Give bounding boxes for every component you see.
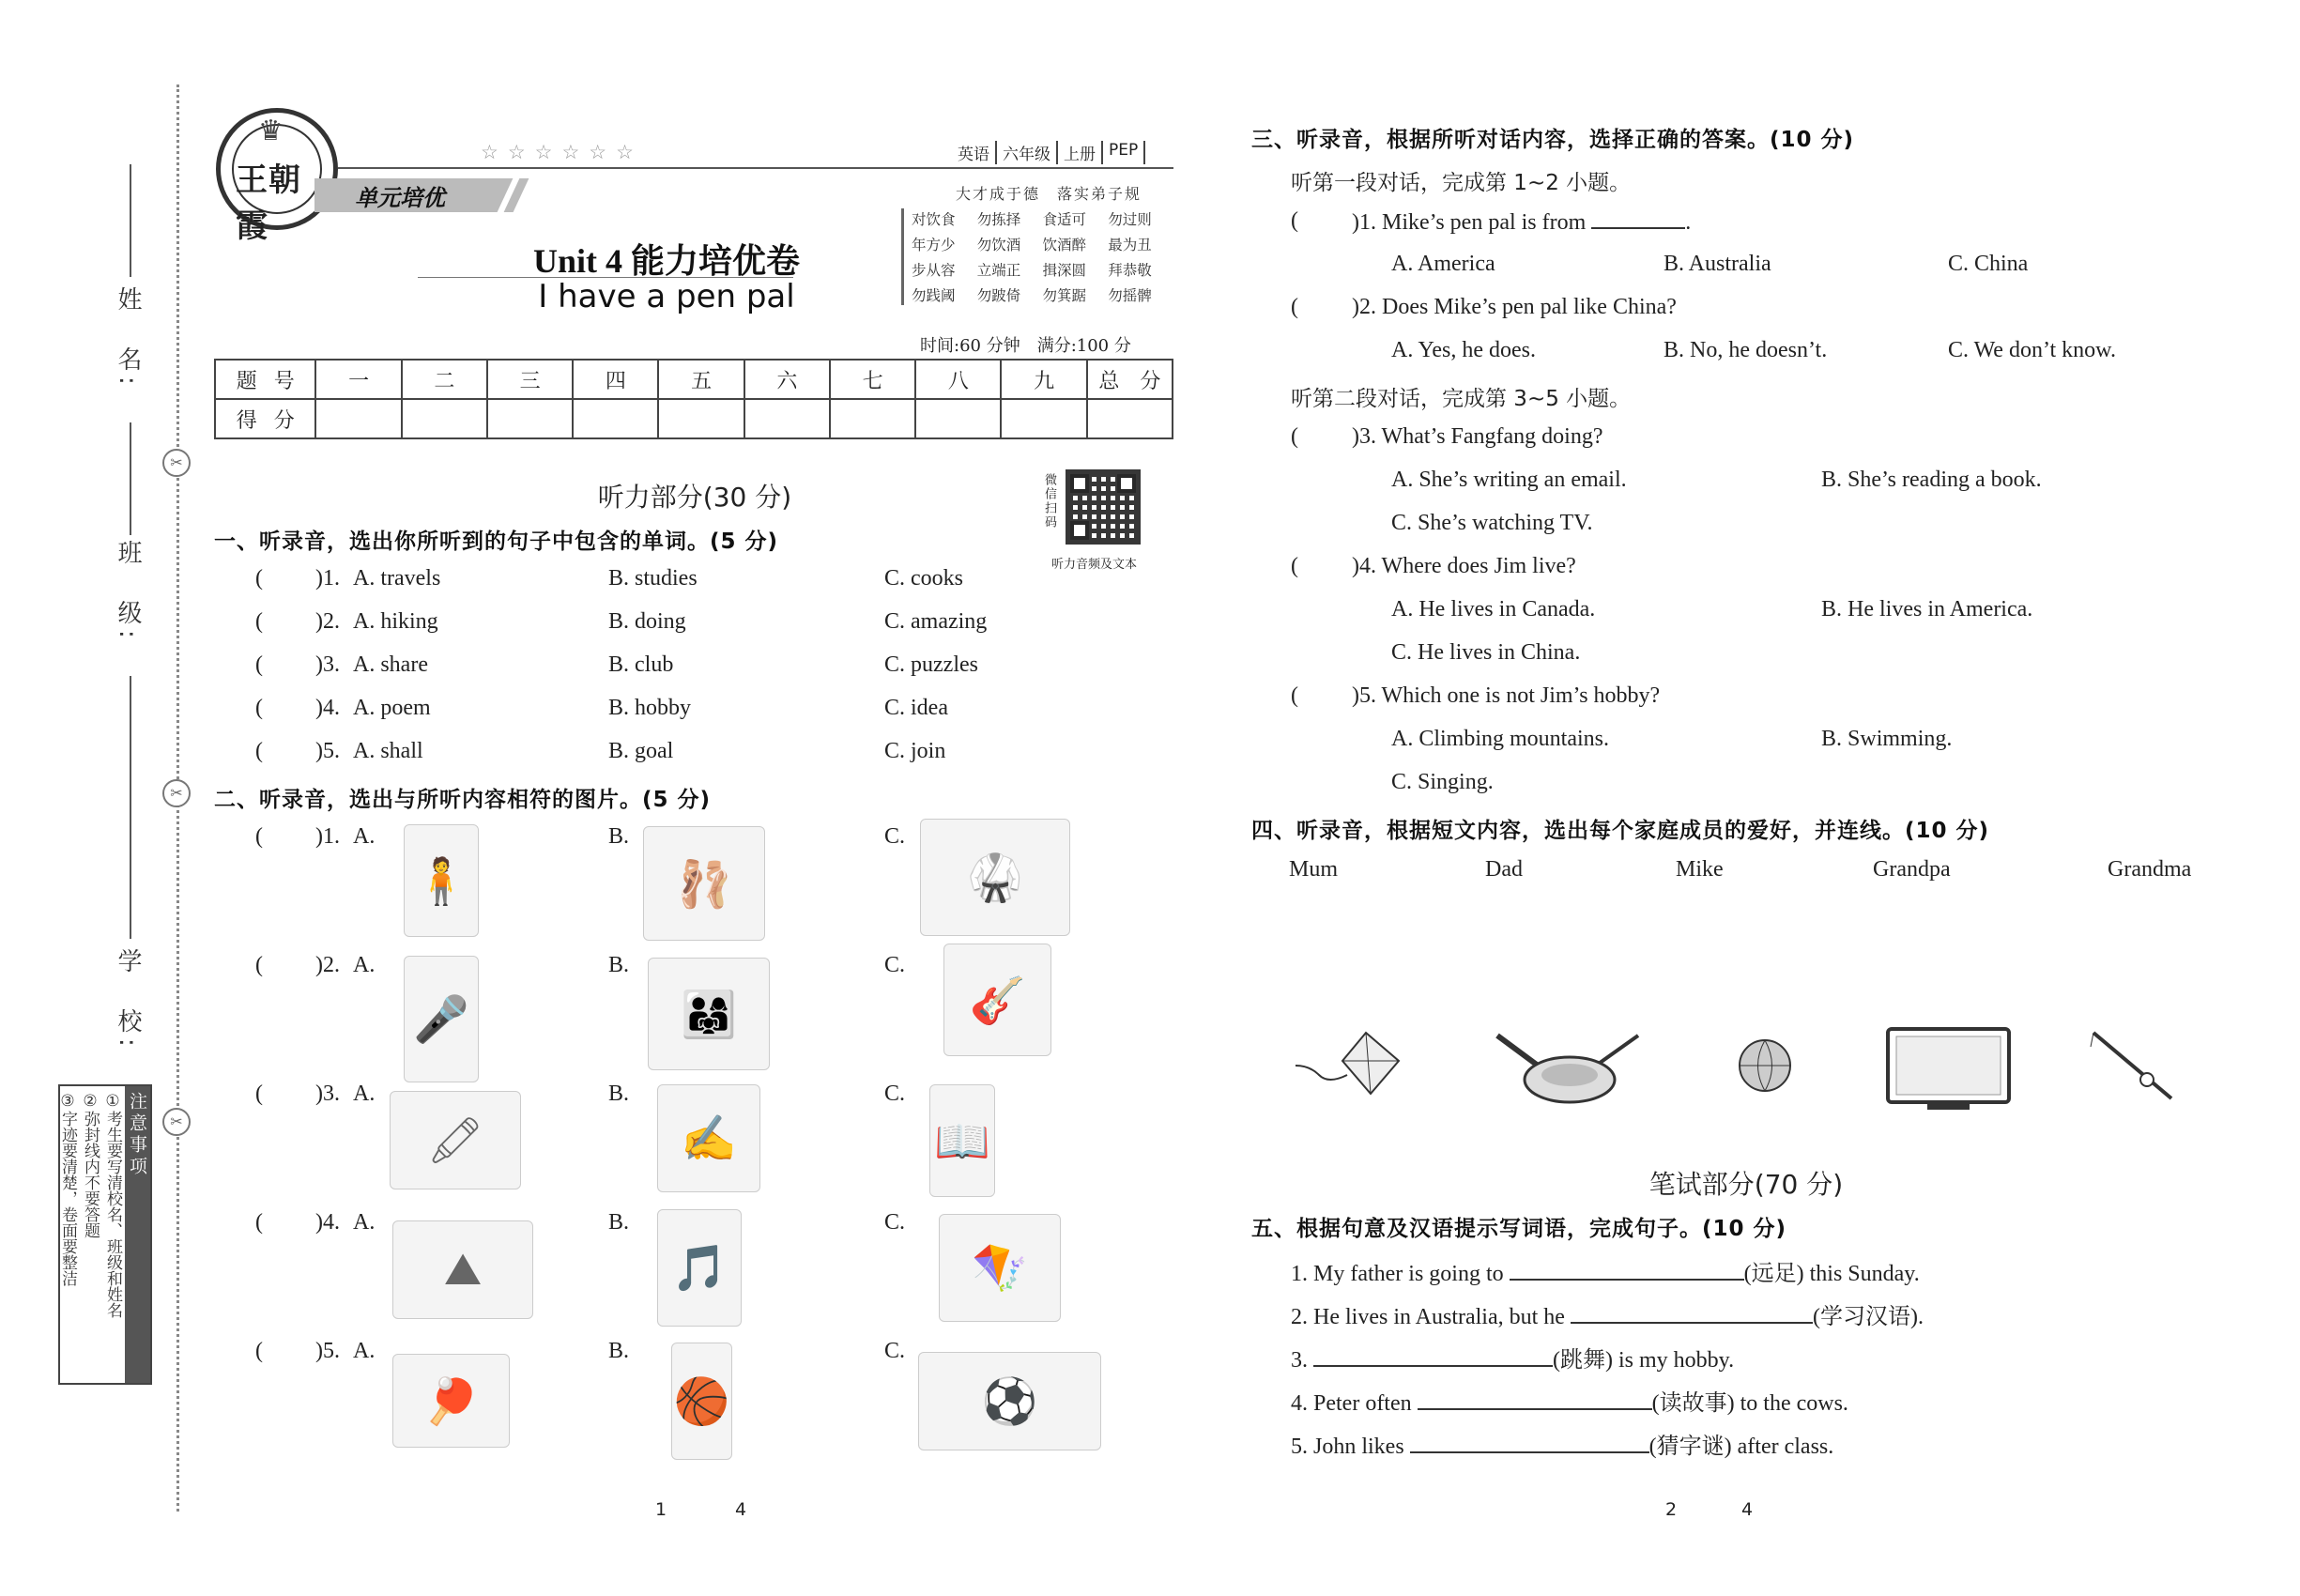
stretching-girl-picture[interactable]: 🧍 [404,824,479,937]
question-tail: . [1685,210,1692,235]
part3-heading: 三、听录音，根据所听对话内容，选择正确的答案。(10 分) [1251,128,1855,152]
option-b: B. No, he doesn’t. [1664,338,1828,362]
proverb: 对饮食 [912,211,956,228]
motto: 大才成于德 落实弟子规 [956,185,1142,203]
proverb: 最为丑 [1108,237,1152,253]
sentence-text: 3. [1291,1348,1308,1373]
guitar-girl-picture[interactable]: 🎸 [943,944,1051,1056]
page-total: 4 [735,1499,747,1520]
family-member-dad[interactable]: Dad [1485,857,1523,882]
score-cell[interactable] [487,399,573,438]
option-c: C. [884,1082,906,1106]
ball-icon[interactable] [1737,1037,1793,1094]
question-number: )3. [315,1082,340,1106]
score-header-cell: 五 [658,360,744,399]
hint-text: (远足) [1743,1262,1804,1286]
notice-title: 注意事项 [125,1086,150,1383]
answer-blank[interactable]: ( [255,1082,263,1106]
score-value-row [215,399,1173,438]
writing-boy-picture[interactable]: ✍ [657,1084,760,1192]
option-b: B. Swimming. [1821,727,1953,751]
kung-fu-picture[interactable]: 🥋 [920,819,1070,936]
name-field[interactable] [130,164,131,277]
proverb: 食适可 [1042,211,1087,228]
page-number: 2 [1665,1499,1678,1520]
notice-box [58,1084,152,1385]
school-field[interactable] [130,676,131,939]
sentence-5 [1291,1427,1833,1460]
score-cell[interactable] [915,399,1001,438]
reading-boy-picture[interactable]: 📖 [929,1084,995,1197]
dialog1-instruction: 听第一段对话，完成第 1~2 小题。 [1291,171,1632,195]
sentence-text: to the cows. [1740,1391,1848,1416]
option-b: B. [608,824,630,849]
answer-blank[interactable]: ( [1291,554,1298,578]
option-c: C. [884,824,906,849]
television-icon[interactable] [1885,1026,2012,1113]
option-c: C. cooks [884,566,963,591]
family-member-mum[interactable]: Mum [1289,857,1339,882]
dialog2-instruction: 听第二段对话，完成第 3~5 小题。 [1291,387,1632,411]
option-c: C. amazing [884,609,988,634]
family-member-mike[interactable]: Mike [1676,857,1724,882]
qr-corner [1070,474,1089,493]
score-header-cell: 二 [402,360,487,399]
proverb: 勿摇髀 [1108,287,1152,304]
proverb: 勿拣择 [976,211,1021,228]
answer-blank[interactable]: ( [1291,424,1298,449]
answer-blank[interactable]: ( [255,953,263,977]
option-c: C. puzzles [884,652,978,677]
sentence-text: 4. Peter often [1291,1391,1412,1416]
option-b: B. doing [608,609,686,634]
question-number: )3. [315,652,340,677]
question-number: )4. [315,1210,340,1235]
option-a: A. travels [353,566,441,591]
answer-blank[interactable]: ( [1291,208,1298,233]
question-number: )2. [315,953,340,977]
singing-girl-picture[interactable]: 🎤 [404,956,479,1082]
score-header-cell: 七 [830,360,915,399]
score-header-cell: 六 [744,360,830,399]
score-cell[interactable] [658,399,744,438]
page-total: 4 [1741,1499,1754,1520]
proverb: 步从容 [912,262,956,279]
answer-blank[interactable]: ( [255,1339,263,1363]
option-b: B. [608,1210,630,1235]
time-info: 时间:60 分钟 满分:100 分 [920,336,1131,356]
option-c: C. He lives in China. [1391,640,1581,665]
family-member-grandma[interactable]: Grandma [2108,857,2192,882]
answer-line[interactable] [1410,1433,1649,1453]
option-b: B. She’s reading a book. [1821,468,2042,492]
music-girl-picture[interactable]: 🎵 [657,1209,742,1327]
sentence-text: . [1917,1305,1924,1329]
part2-heading: 二、听录音，选出与所听内容相符的图片。(5 分) [214,788,712,812]
scissors-icon: ✂ [162,449,191,477]
kite-icon[interactable] [1291,1028,1403,1103]
option-b: B. club [608,652,674,677]
score-header-cell: 三 [487,360,573,399]
proverb: 揖深圆 [1042,262,1087,279]
scissors-icon: ✂ [162,779,191,807]
option-c: C. [884,1339,906,1363]
frying-pan-icon[interactable] [1493,1028,1643,1108]
answer-blank[interactable]: ( [255,824,263,849]
sentence-text: 2. He lives in Australia, but he [1291,1305,1565,1329]
question-text: )1. Mike’s pen pal is from [1352,210,1587,235]
proverb: 拜恭敬 [1108,262,1152,279]
answer-line[interactable] [1313,1346,1553,1367]
sentence-text: is my hobby. [1618,1348,1735,1373]
header-rule [338,167,1173,169]
subject-tags [958,141,1145,164]
qr-label: 微信扫码 [1042,473,1056,529]
question-number: )1. [315,566,340,591]
option-a: A. shall [353,739,423,763]
question-stem [1352,208,1691,236]
proverb: 饮酒醉 [1042,237,1087,253]
option-a: A. [353,1082,376,1106]
question-number: )2. [315,609,340,634]
hint-text: (跳舞) [1553,1348,1613,1373]
blank-line[interactable] [1591,208,1685,229]
soccer-picture[interactable]: ⚽ [918,1352,1101,1450]
hiking-family-picture[interactable]: ⛰ [392,1220,533,1319]
term-tag: 上册 [1064,141,1103,164]
family-member-grandpa[interactable]: Grandpa [1873,857,1951,882]
writing-title: 笔试部分(70 分) [1648,1169,1844,1200]
class-label: 班 级: [114,540,142,644]
score-header-cell: 一 [315,360,401,399]
crown-icon: ♛ [258,115,284,147]
part1-heading: 一、听录音，选出你所听到的句子中包含的单词。(5 分) [214,529,779,554]
option-a: A. She’s writing an email. [1391,468,1627,492]
score-cell[interactable] [402,399,487,438]
question-number: )5. [315,739,340,763]
answer-blank[interactable]: ( [255,1210,263,1235]
score-header-cell: 九 [1001,360,1086,399]
option-b: B. hobby [608,696,692,720]
drawing-boy-picture[interactable]: 🖍 [390,1091,521,1189]
proverb: 立端正 [976,262,1021,279]
option-a: A. poem [353,696,431,720]
notice-item: ②弥封线内不要答题 [81,1092,100,1238]
score-cell[interactable] [1001,399,1086,438]
option-c: C. Singing. [1391,770,1494,794]
qr-corner [1117,474,1136,493]
proverb: 勿践阈 [912,287,956,304]
section-tag: 单元培优 [355,185,445,211]
option-c: C. China [1948,252,2029,276]
option-b: B. [608,953,630,977]
answer-blank[interactable]: ( [255,609,263,634]
score-header-cell: 总 分 [1087,360,1173,399]
option-b: B. studies [608,566,698,591]
option-c: C. We don’t know. [1948,338,2116,362]
answer-line[interactable] [1418,1389,1652,1410]
answer-blank[interactable]: ( [255,566,263,591]
proverb-grid [901,208,1173,305]
option-c: C. She’s watching TV. [1391,511,1593,535]
difficulty-stars-icon: ☆☆☆☆☆☆ [481,141,643,163]
option-a: A. He lives in Canada. [1391,597,1596,622]
option-a: A. Climbing mountains. [1391,727,1610,751]
sentence-4 [1291,1384,1848,1417]
edition-tag: PEP [1109,141,1145,164]
notice-item: ③字迹要清楚，卷面要整洁 [58,1092,77,1286]
score-header-cell: 八 [915,360,1001,399]
basketball-boy-picture[interactable]: 🏀 [671,1343,732,1460]
ping-pong-picture[interactable]: 🏓 [392,1354,510,1448]
answer-line[interactable] [1510,1260,1744,1281]
option-a: A. hiking [353,609,438,634]
class-field[interactable] [130,422,131,535]
proverb: 勿过则 [1108,211,1152,228]
sentence-3 [1291,1341,1734,1373]
page-number: 1 [655,1499,667,1520]
option-b: B. goal [608,739,674,763]
score-cell[interactable] [744,399,830,438]
question-text: )3. What’s Fangfang doing? [1352,424,1603,449]
qr-code-icon[interactable] [1066,469,1141,545]
question-text: )4. Where does Jim live? [1352,554,1576,578]
option-a: A. America [1391,252,1495,276]
qr-corner [1070,521,1089,540]
brand-name: 王朝霞 [236,161,301,245]
answer-blank[interactable]: ( [1291,295,1298,319]
notice-item: ①考生要写清校名、班级和姓名 [103,1092,122,1318]
hint-text: (学习汉语) [1812,1305,1918,1329]
page-subtitle: I have a pen pal [538,278,795,315]
listening-title: 听力部分(30 分) [597,482,792,513]
option-a: A. [353,953,376,977]
hint-text: (读故事) [1651,1391,1735,1416]
answer-blank[interactable]: ( [255,696,263,720]
subject-tag: 英语 [958,141,997,164]
question-number: )4. [315,696,340,720]
sentence-1 [1291,1254,1920,1287]
question-number: )5. [315,1339,340,1363]
score-table [214,359,1173,439]
ballet-dancer-picture[interactable]: 🩰 [643,826,765,941]
option-c: C. join [884,739,946,763]
part5-heading: 五、根据句意及汉语提示写词语，完成句子。(10 分) [1251,1217,1787,1241]
proverb: 勿跛倚 [976,287,1021,304]
hint-text: (猜字谜) [1648,1435,1732,1459]
option-a: A. Yes, he does. [1391,338,1537,362]
option-a: A. share [353,652,428,677]
kite-flying-picture[interactable]: 🪁 [939,1214,1061,1322]
answer-blank[interactable]: ( [255,739,263,763]
option-c: C. [884,953,906,977]
sentence-text: 5. John likes [1291,1435,1404,1459]
sentence-text: after class. [1737,1435,1834,1459]
proverb: 勿箕踞 [1042,287,1087,304]
children-table-picture[interactable]: 👨‍👩‍👧 [648,958,770,1070]
answer-line[interactable] [1571,1303,1813,1324]
score-cell[interactable] [830,399,915,438]
option-c: C. idea [884,696,948,720]
score-header-cell: 四 [573,360,658,399]
option-a: A. [353,824,376,849]
score-header-cell: 题号 [215,360,315,399]
sentence-2 [1291,1297,1924,1330]
option-a: A. [353,1339,376,1363]
score-row-label: 得分 [215,399,315,438]
score-cell[interactable] [1087,399,1173,438]
question-text: )2. Does Mike’s pen pal like China? [1352,295,1677,319]
page-title: Unit 4 能力培优卷 [532,242,800,280]
option-c: C. [884,1210,906,1235]
sentence-text: 1. My father is going to [1291,1262,1504,1286]
scissors-icon: ✂ [162,1108,191,1136]
option-b: B. [608,1339,630,1363]
proverb: 勿饮酒 [976,237,1021,253]
fishing-rod-icon[interactable] [2089,1028,2178,1103]
question-number: )1. [315,824,340,849]
name-label: 姓 名: [114,286,142,391]
score-cell[interactable] [573,399,658,438]
answer-blank[interactable]: ( [255,652,263,677]
qr-caption: 听力音频及文本 [1051,558,1138,572]
sentence-text: this Sunday. [1809,1262,1920,1286]
option-a: A. [353,1210,376,1235]
part4-heading: 四、听录音，根据短文内容，选出每个家庭成员的爱好，并连线。(10 分) [1251,819,1990,843]
score-cell[interactable] [315,399,401,438]
option-b: B. Australia [1664,252,1771,276]
score-header-row [215,360,1173,399]
proverb: 年方少 [912,237,956,253]
answer-blank[interactable]: ( [1291,683,1298,708]
question-text: )5. Which one is not Jim’s hobby? [1352,683,1661,708]
option-b: B. He lives in America. [1821,597,2033,622]
option-b: B. [608,1082,630,1106]
grade-tag: 六年级 [1003,141,1058,164]
school-label: 学 校: [114,948,142,1052]
